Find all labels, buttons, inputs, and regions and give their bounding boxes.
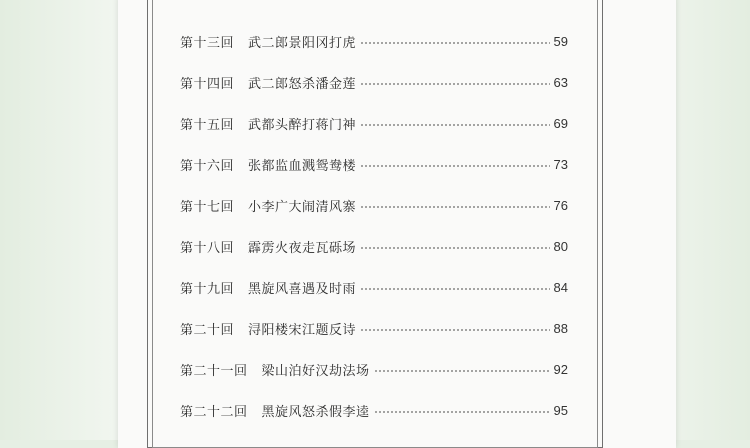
toc-chapter-title: 浔阳楼宋江题反诗 [248, 322, 357, 338]
toc-chapter-number: 第十三回 [180, 35, 235, 51]
toc-leader-dots [360, 329, 550, 331]
toc-chapter-title: 武二郎景阳冈打虎 [248, 35, 357, 51]
toc-entry [180, 31, 568, 51]
toc-leader-dots [360, 288, 550, 290]
toc-chapter-title: 黑旋风怒杀假李逵 [261, 404, 370, 420]
toc-leader-dots [374, 411, 550, 413]
toc-chapter-number: 第十七回 [180, 199, 235, 215]
toc-page-number: 92 [553, 361, 568, 377]
toc-entry [180, 277, 568, 297]
toc-entry [180, 359, 568, 379]
toc-leader-dots [374, 370, 550, 372]
toc-page-number: 84 [553, 279, 568, 295]
toc-chapter-title: 武二郎怒杀潘金莲 [248, 76, 357, 92]
toc-chapter-title: 梁山泊好汉劫法场 [261, 363, 370, 379]
toc-entry [180, 154, 568, 174]
toc-chapter-number: 第十六回 [180, 158, 235, 174]
toc-entry [180, 236, 568, 256]
toc-chapter-number: 第二十一回 [180, 363, 248, 379]
toc-entry [180, 400, 568, 420]
toc-page-number: 88 [553, 320, 568, 336]
toc-chapter-number: 第十八回 [180, 240, 235, 256]
toc-entry [180, 195, 568, 215]
toc-page-number: 73 [553, 156, 568, 172]
toc-leader-dots [360, 247, 550, 249]
toc-leader-dots [360, 206, 550, 208]
toc-chapter-title: 小李广大闹清风寨 [248, 199, 357, 215]
toc-chapter-title: 张都监血溅鸳鸯楼 [248, 158, 357, 174]
toc-entry [180, 113, 568, 133]
toc-chapter-number: 第十九回 [180, 281, 235, 297]
toc-entry [180, 318, 568, 338]
toc-entry [180, 72, 568, 92]
toc-chapter-number: 第二十二回 [180, 404, 248, 420]
toc-page-number: 80 [553, 238, 568, 254]
toc-leader-dots [360, 42, 550, 44]
toc-leader-dots [360, 83, 550, 85]
toc-leader-dots [360, 165, 550, 167]
toc-leader-dots [360, 124, 550, 126]
toc-page-number: 76 [553, 197, 568, 213]
toc-page-number: 69 [553, 115, 568, 131]
toc-page-number: 63 [553, 74, 568, 90]
toc-chapter-title: 武都头醉打蒋门神 [248, 117, 357, 133]
toc-chapter-title: 黑旋风喜遇及时雨 [248, 281, 357, 297]
toc-page-number: 95 [553, 402, 568, 418]
toc-chapter-number: 第十五回 [180, 117, 235, 133]
toc-chapter-number: 第二十回 [180, 322, 235, 338]
toc-chapter-number: 第十四回 [180, 76, 235, 92]
toc-chapter-title: 霹雳火夜走瓦砾场 [248, 240, 357, 256]
toc-page-number: 59 [553, 33, 568, 49]
